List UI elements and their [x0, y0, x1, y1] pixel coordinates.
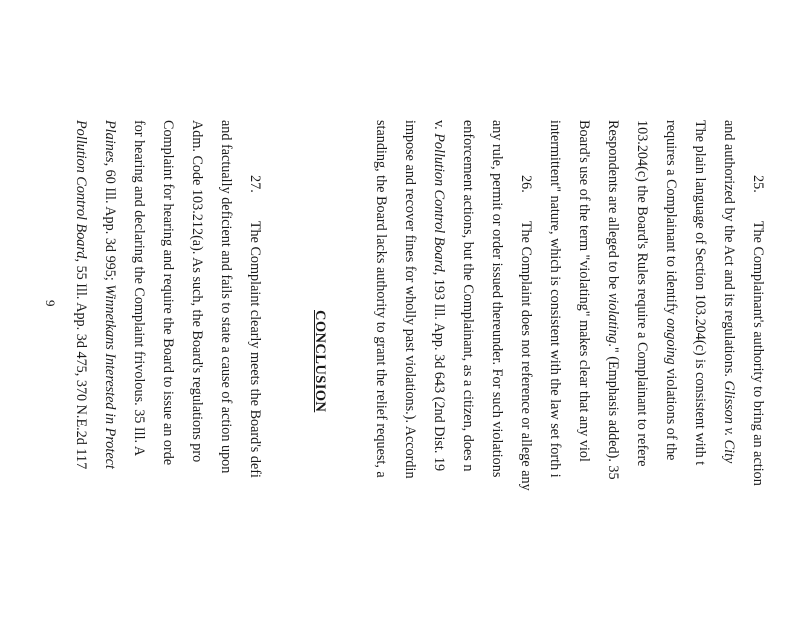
paragraph-2-line-1 — [519, 175, 533, 491]
text-segment: v. — [431, 120, 447, 134]
text-segment: and factually deficient and fails to state a cause of action upon — [218, 120, 234, 474]
text-segment: violating — [605, 292, 621, 344]
text-segment: Winnetkans Interested in Protect — [102, 284, 118, 469]
text-segment: ." (Emphasis added). 35 — [605, 343, 621, 480]
paragraph-2-line-2 — [490, 120, 504, 477]
paragraph-3-line-2 — [219, 120, 233, 473]
paragraph-3-line-7 — [74, 120, 88, 469]
paragraph-3-line-3 — [190, 120, 204, 462]
paragraph-1-line-5 — [635, 120, 649, 467]
text-segment: and authorized by the Act and its regulations. — [721, 120, 737, 381]
conclusion-heading: CONCLUSION — [312, 310, 328, 413]
text-segment: impose and recover fines for wholly past violations.). Accordin — [402, 120, 418, 479]
text-segment: intermittent" nature, which is consistent with the law set forth i — [547, 120, 563, 478]
text-segment: for hearing and declaring the Complaint frivolous. 35 Ill. A — [131, 120, 147, 457]
text-segment: 26. — [518, 175, 534, 193]
text-segment: Pollution Control Board — [73, 120, 89, 259]
paragraph-1-line-6 — [606, 120, 620, 480]
text-segment: any rule, permit or order issued thereunder. For such violations — [489, 120, 505, 478]
paragraph-2-line-5 — [403, 120, 417, 479]
text-segment: , 55 Ill. App. 3d 475, 370 N.E.2d 117 — [73, 258, 89, 470]
paragraph-3-line-6 — [103, 120, 117, 469]
text-segment: Board's use of the term "violating" makes clear that any viol — [576, 120, 592, 462]
text-segment: standing, the Board lacks authority to grant the relief request, a — [373, 120, 389, 478]
text-segment: ongoing — [663, 318, 679, 365]
paragraph-2-line-4 — [432, 120, 446, 471]
text-segment: Pollution Control Board — [431, 133, 447, 272]
text-segment: 103.204(c) the Board's Rules require a Complainant to refere — [634, 120, 650, 467]
text-segment: Plaines — [102, 120, 118, 163]
text-segment: violations of the — [663, 364, 679, 461]
text-segment: The Complaint clearly meets the Board's defi — [247, 192, 263, 478]
paragraph-3-line-1 — [248, 175, 262, 478]
text-segment: enforcement actions, but the Complainant, as a citizen, does n — [460, 120, 476, 472]
text-segment: Glisson v. City — [721, 380, 737, 464]
text-segment: The plain language of Section 103.204(c) is consistent with t — [692, 120, 708, 466]
paragraph-3-line-5 — [132, 120, 146, 456]
text-segment: , 193 Ill. App. 3d 643 (2nd Dist. 19 — [431, 271, 447, 472]
paragraph-2-line-3 — [461, 120, 475, 471]
paragraph-1-line-1 — [751, 175, 765, 486]
text-segment: The Complainant's authority to bring an action — [750, 192, 766, 486]
text-segment: 25. — [750, 175, 766, 193]
paragraph-1-line-2 — [722, 120, 736, 463]
text-segment: Complaint for hearing and require the Board to issue an orde — [160, 120, 176, 466]
paragraph-1-line-8 — [548, 120, 562, 478]
paragraph-1-line-4 — [664, 120, 678, 460]
text-segment: requires a Complainant to identify — [663, 120, 679, 319]
text-segment: Adm. Code 103.212(a). As such, the Board's regulations pro — [189, 120, 205, 463]
text-segment: Respondents are alleged to be — [605, 120, 621, 293]
paragraph-1-line-3 — [693, 120, 707, 465]
text-segment: , 60 Ill. App. 3d 995; — [102, 162, 118, 285]
paragraph-1-line-7 — [577, 120, 591, 462]
paragraph-2-line-6 — [374, 120, 388, 478]
text-segment: 27. — [247, 175, 263, 193]
text-segment: The Complaint does not reference or allege any — [518, 192, 534, 491]
paragraph-3-line-4 — [161, 120, 175, 465]
page-number: 9 — [43, 300, 58, 307]
